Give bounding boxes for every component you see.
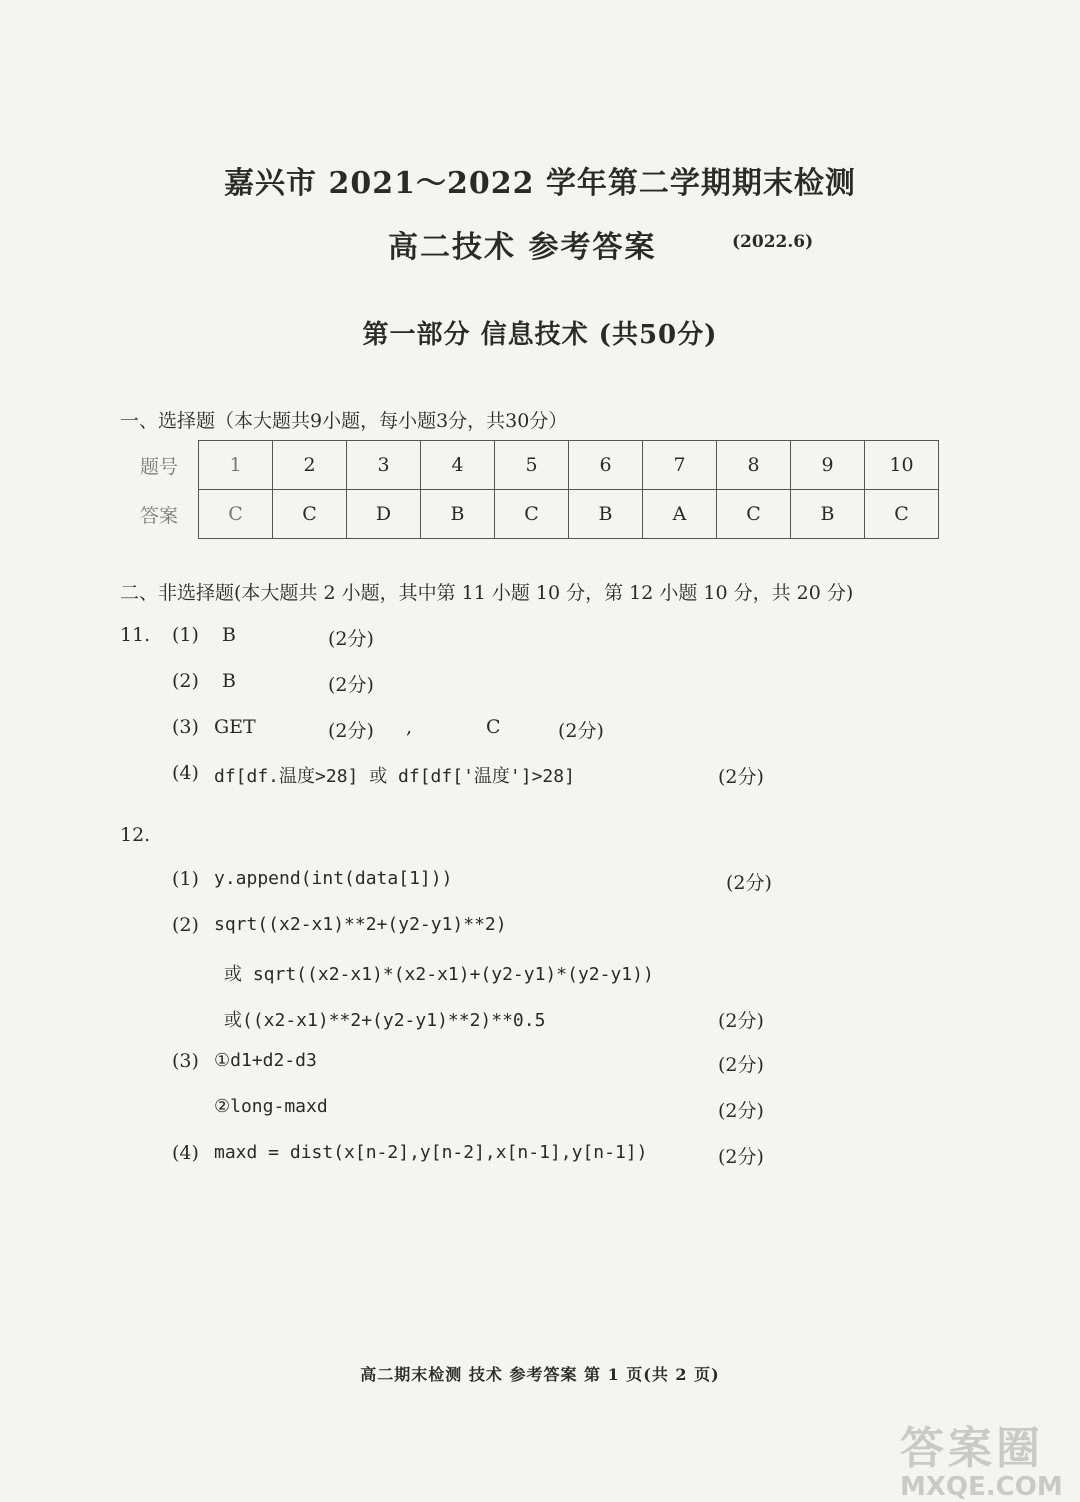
table-cell: 7 — [643, 441, 717, 490]
table-row-answers — [120, 490, 939, 539]
table-cell: 3 — [347, 441, 421, 490]
q11-1-score: (2分) — [328, 628, 374, 650]
q11-4-score: (2分) — [718, 766, 764, 788]
page-footer: 高二期末检测 技术 参考答案 第 1 页(共 2 页) — [360, 1365, 720, 1384]
table-cell: 10 — [865, 441, 939, 490]
watermark-site: MXQE.COM — [900, 1472, 1063, 1502]
q12-2-score: (2分) — [718, 1010, 764, 1032]
q12-4-answer: maxd = dist(x[n-2],y[n-2],x[n-1],y[n-1]) — [214, 1142, 648, 1163]
q12-4-label: (4) — [172, 1142, 199, 1164]
q12-3-label: (3) — [172, 1050, 199, 1072]
table-cell: 8 — [717, 441, 791, 490]
q12-1-label: (1) — [172, 868, 199, 890]
q11-1-answer: B — [222, 624, 236, 646]
q12-2-answer: sqrt((x2-x1)**2+(y2-y1)**2) — [214, 914, 507, 935]
q11-4-label: (4) — [172, 762, 199, 784]
q12-3-score: (2分) — [718, 1054, 764, 1076]
q11-1-label: (1) — [172, 624, 199, 646]
q11-3-answer: GET — [214, 716, 256, 738]
q11-3-label: (3) — [172, 716, 199, 738]
q12-3-answer: ①d1+d2-d3 — [214, 1050, 317, 1071]
q12-4-score: (2分) — [718, 1146, 764, 1168]
table-cell: B — [421, 490, 495, 539]
table-cell: D — [347, 490, 421, 539]
row-label-number: 题号 — [120, 441, 199, 490]
table-cell: B — [791, 490, 865, 539]
q11-4-answer: df[df.温度>28] 或 df[df['温度']>28] — [214, 766, 575, 787]
document-title: 嘉兴市 2021～2022 学年第二学期期末检测 — [224, 166, 856, 201]
row-label-answer: 答案 — [120, 490, 199, 539]
table-cell: B — [569, 490, 643, 539]
watermark — [900, 1412, 1063, 1502]
q11-2-score: (2分) — [328, 674, 374, 696]
q12-1-score: (2分) — [726, 872, 772, 894]
table-cell: C — [273, 490, 347, 539]
table-cell: A — [643, 490, 717, 539]
q11-3-separator: , — [406, 716, 413, 738]
table-cell: 5 — [495, 441, 569, 490]
table-cell: 2 — [273, 441, 347, 490]
q11-2-answer: B — [222, 670, 236, 692]
q12-number: 12. — [120, 824, 151, 846]
q12-2-alt1: 或 sqrt((x2-x1)*(x2-x1)+(y2-y1)*(y2-y1)) — [224, 964, 654, 985]
table-cell: 9 — [791, 441, 865, 490]
q11-3-answer2: C — [486, 716, 501, 738]
q11-number: 11. — [120, 624, 151, 646]
q11-3-score: (2分) — [328, 720, 374, 742]
table-row-numbers — [120, 441, 939, 490]
table-cell: 4 — [421, 441, 495, 490]
table-cell: C — [495, 490, 569, 539]
q12-2-label: (2) — [172, 914, 199, 936]
q12-2-alt2: 或((x2-x1)**2+(y2-y1)**2)**0.5 — [224, 1010, 546, 1031]
document-subtitle: 高二技术 参考答案 — [388, 230, 657, 265]
table-cell: C — [865, 490, 939, 539]
document-date: (2022.6) — [732, 232, 814, 252]
q11-2-label: (2) — [172, 670, 199, 692]
table-cell: 1 — [199, 441, 273, 490]
table-cell: C — [717, 490, 791, 539]
q12-1-answer: y.append(int(data[1])) — [214, 868, 453, 889]
table-cell: 6 — [569, 441, 643, 490]
section1-heading: 一、选择题（本大题共9小题，每小题3分，共30分） — [120, 410, 568, 432]
q11-3-score2: (2分) — [558, 720, 604, 742]
table-cell: C — [199, 490, 273, 539]
part-heading: 第一部分 信息技术 (共50分) — [362, 320, 718, 350]
watermark-logo: 答案圈 — [900, 1423, 1044, 1474]
q12-3-answer2: ②long-maxd — [214, 1096, 328, 1117]
answer-table — [120, 440, 939, 539]
q12-3-score2: (2分) — [718, 1100, 764, 1122]
section2-heading: 二、非选择题(本大题共 2 小题，其中第 11 小题 10 分，第 12 小题 10 分，共 20 分) — [120, 582, 854, 604]
